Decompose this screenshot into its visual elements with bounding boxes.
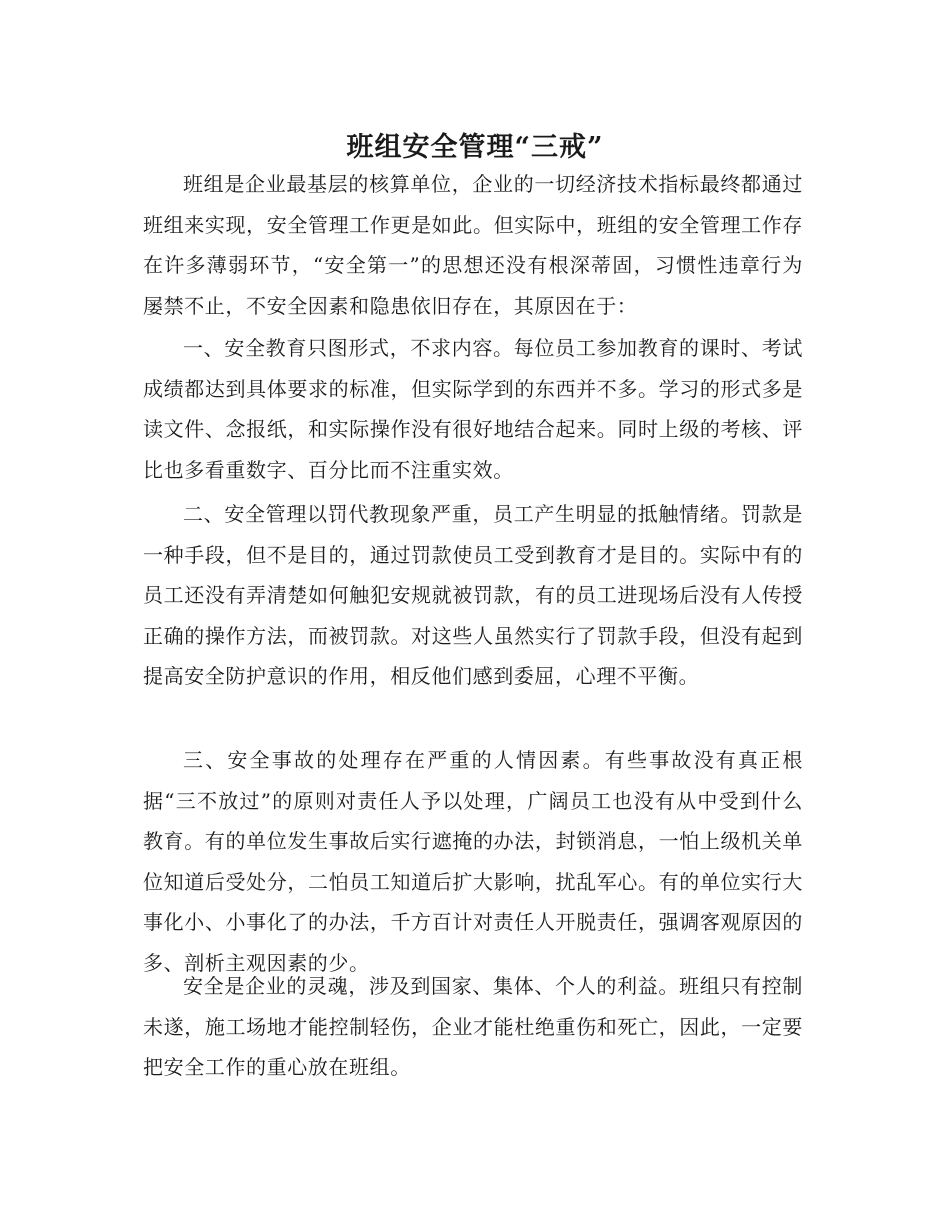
paragraph-point-one: 一、安全教育只图形式，不求内容。每位员工参加教育的课时、考试成绩都达到具体要求的标准，但实际学到的东西并不多。学习的形式多是读文件、念报纸，和实际操作没有很好地结合起来。同时上级的考核、评比也多看重数字、百分比而不注重实效。 [143,336,803,482]
document-title: 班组安全管理“三戒” [346,132,604,164]
paragraph-point-three: 三、安全事故的处理存在严重的人情因素。有些事故没有真正根据“三不放过”的原则对责任人予以处理，广阔员工也没有从中受到什么教育。有的单位发生事故后实行遮掩的办法，封锁消息，一怕上级机关单位知道后受处分，二怕员工知道后扩大影响，扰乱军心。有的单位实行大事化小、小事化了的办法，千方百计对责任人开脱责任，强调客观原因的多、剖析主观因素的少。 [143,748,803,975]
paragraph-point-two: 二、安全管理以罚代教现象严重，员工产生明显的抵触情绪。罚款是一种手段，但不是目的，通过罚款使员工受到教育才是目的。实际中有的员工还没有弄清楚如何触犯安规就被罚款，有的员工进现场后没有人传授正确的操作方法，而被罚款。对这些人虽然实行了罚款手段，但没有起到提高安全防护意识的作用，相反他们感到委屈，心理不平衡。 [143,502,803,688]
paragraph-conclusion: 安全是企业的灵魂，涉及到国家、集体、个人的利益。班组只有控制未遂，施工场地才能控制轻伤，企业才能杜绝重伤和死亡，因此，一定要把安全工作的重心放在班组。 [143,974,803,1079]
paragraph-intro: 班组是企业最基层的核算单位，企业的一切经济技术指标最终都通过班组来实现，安全管理工作更是如此。但实际中，班组的安全管理工作存在许多薄弱环节，“安全第一”的思想还没有根深蒂固，习惯性违章行为屡禁不止，不安全因素和隐患依旧存在，其原因在于： [143,172,803,318]
